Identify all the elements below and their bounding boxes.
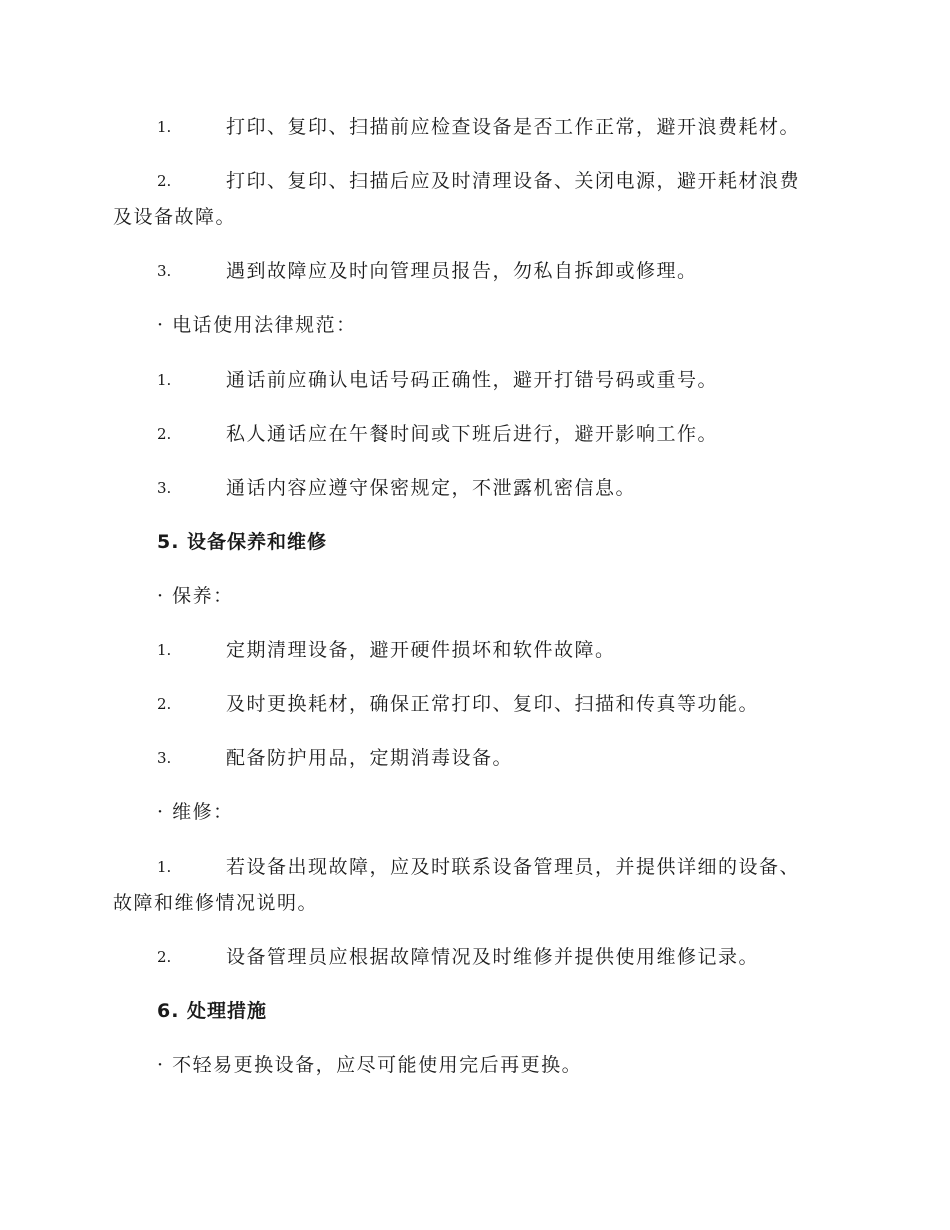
section-heading-text: 5. 设备保养和维修: [157, 531, 328, 553]
list-item-text: 设备管理员应根据故障情况及时维修并提供使用维修记录。: [226, 946, 760, 968]
bullet-heading-text: · 电话使用法律规范：: [157, 314, 357, 336]
list-item-number: 2.: [157, 172, 172, 190]
bullet-heading-text: · 保养：: [157, 585, 234, 607]
section-heading-text: 6. 处理措施: [157, 1000, 268, 1022]
list-item-number: 2.: [157, 695, 172, 713]
list-item-text: 通话内容应遵守保密规定，不泄露机密信息。: [226, 477, 637, 499]
list-item-text: 打印、复印、扫描前应检查设备是否工作正常，避开浪费耗材。: [226, 116, 801, 138]
list-item-number: 3.: [157, 262, 172, 280]
list-item-number: 1.: [157, 641, 172, 659]
list-item-text: 私人通话应在午餐时间或下班后进行，避开影响工作。: [226, 423, 719, 445]
list-item-continuation-text: 及设备故障。: [113, 206, 237, 228]
list-item-number: 1.: [157, 371, 172, 389]
list-item-text: 配备防护用品，定期消毒设备。: [226, 747, 514, 769]
list-item-number: 3.: [157, 479, 172, 497]
list-item-text: 若设备出现故障，应及时联系设备管理员，并提供详细的设备、: [226, 856, 801, 878]
list-item-number: 2.: [157, 948, 172, 966]
list-item-number: 1.: [157, 858, 172, 876]
list-item-number: 1.: [157, 118, 172, 136]
list-item-text: 通话前应确认电话号码正确性，避开打错号码或重号。: [226, 369, 719, 391]
list-item-text: 打印、复印、扫描后应及时清理设备、关闭电源，避开耗材浪费: [226, 170, 801, 192]
list-item-text: 及时更换耗材，确保正常打印、复印、扫描和传真等功能。: [226, 693, 760, 715]
bullet-heading-text: · 维修：: [157, 801, 234, 823]
list-item-continuation-text: 故障和维修情况说明。: [113, 892, 319, 914]
list-item-text: 遇到故障应及时向管理员报告，勿私自拆卸或修理。: [226, 260, 698, 282]
list-item-number: 3.: [157, 749, 172, 767]
list-item-text: 定期清理设备，避开硬件损坏和软件故障。: [226, 639, 616, 661]
bullet-heading-text: · 不轻易更换设备，应尽可能使用完后再更换。: [157, 1054, 583, 1076]
list-item-number: 2.: [157, 425, 172, 443]
